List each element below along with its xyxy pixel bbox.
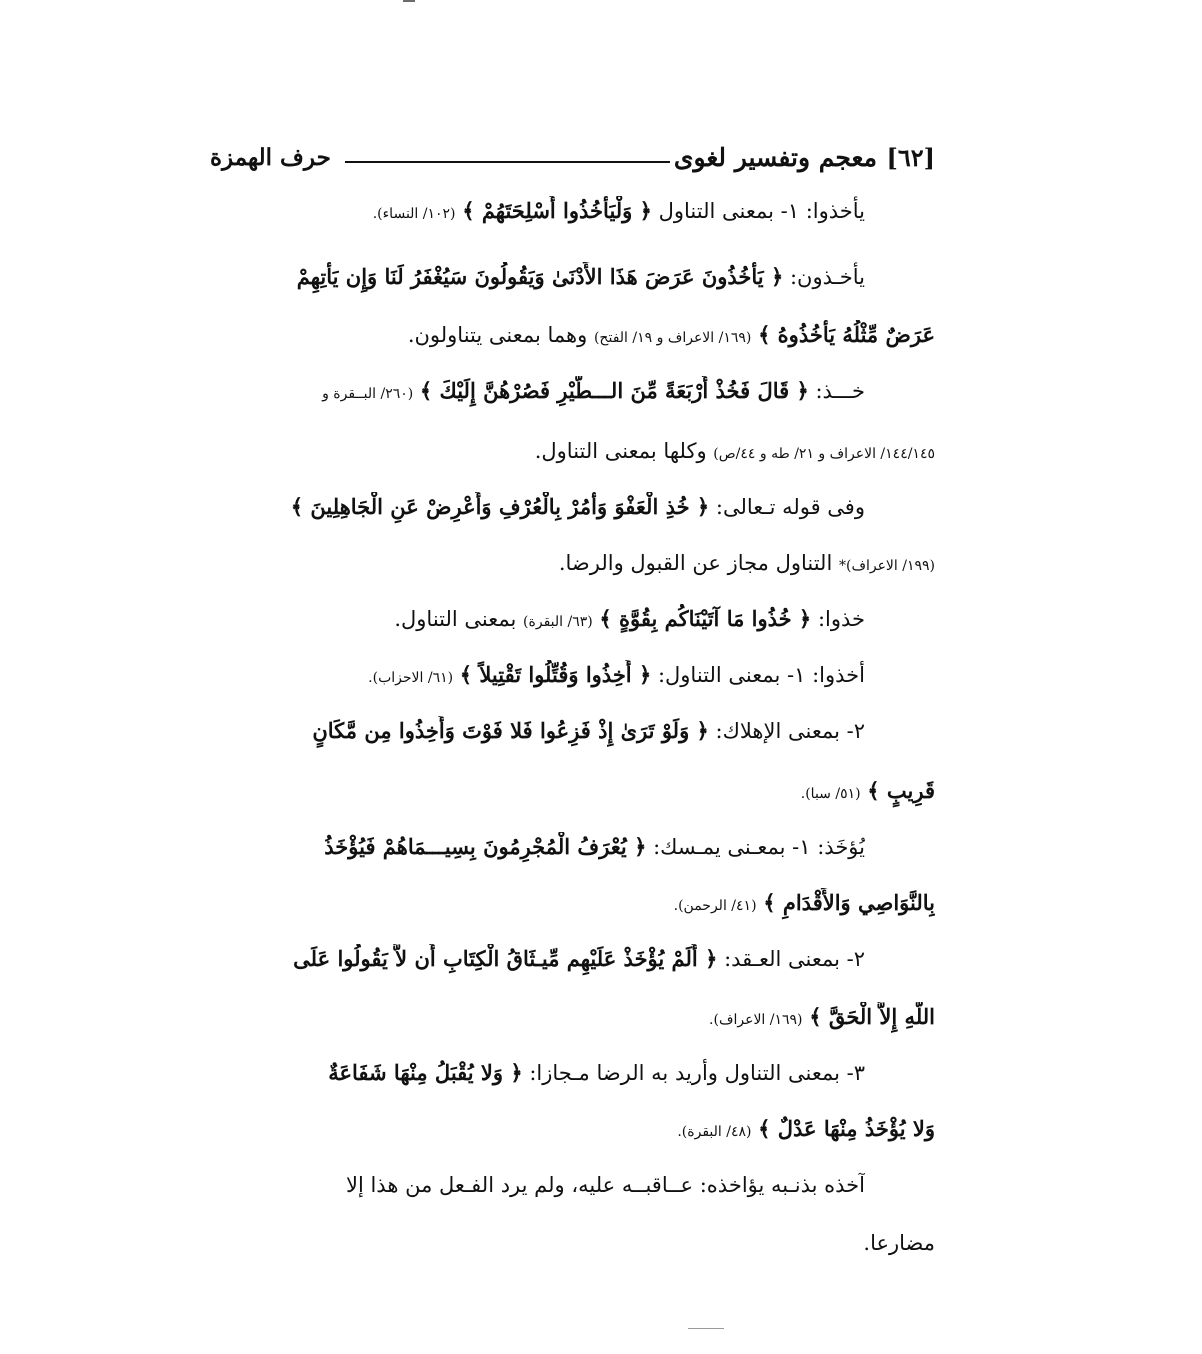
quran-verse: وَلا يُؤْخَذُ مِنْهَا عَدْلٌ ﴾ <box>758 1116 935 1141</box>
entry-line <box>205 492 865 542</box>
scan-mark-top <box>403 0 415 2</box>
entry-line <box>205 1002 935 1052</box>
quran-verse: ﴿ وَلَوْ تَرَىٰ إِذْ فَزِعُوا فَلا فَوْتَ وَأُخِذُوا مِن مَّكَانٍ <box>312 718 709 743</box>
entry-lead: مضارعا. <box>863 1231 935 1255</box>
entry-lead: أخذوا: ١- بمعنى التناول: <box>657 663 865 687</box>
entry-line <box>205 660 865 710</box>
verse-reference: (١٠٢/ النساء). <box>372 206 456 222</box>
running-header <box>210 140 935 180</box>
quran-verse: ﴿ أَلَمْ يُؤْخَذْ عَلَيْهِم مِّيـثَاقُ الْكِتَابِ أَن لاَّ يَقُولُوا عَلَى <box>293 946 718 971</box>
quran-verse: عَرَضٌ مِّثْلُهُ يَأْخُذُوهُ ﴾ <box>758 322 935 347</box>
quran-verse: ﴿ قَالَ فَخُذْ أَرْبَعَةً مِّنَ الـــطَّيْرِ فَصُرْهُنَّ إِلَيْكَ ﴾ <box>419 378 809 403</box>
quran-verse: قَرِيبٍ ﴾ <box>867 778 935 803</box>
verse-reference: (٤٨/ البقرة). <box>677 1124 752 1140</box>
quran-verse: ﴿ وَلا يُقْبَلُ مِنْهَا شَفَاعَةٌ <box>328 1060 523 1085</box>
verse-reference: (٦١/ الاحزاب). <box>368 670 454 686</box>
entry-lead: خذوا: <box>817 607 865 631</box>
entry-line <box>205 436 935 486</box>
entry-line <box>205 776 935 826</box>
entry-line <box>205 604 865 654</box>
verse-reference: (٥١/ سبا). <box>800 786 861 802</box>
entry-lead: وفى قوله تـعالى: <box>715 495 865 519</box>
entry-line <box>205 376 865 426</box>
verse-reference: (١٩٩/ الاعراف)* <box>838 558 935 574</box>
entry-tail: وهما بمعنى يتناولون. <box>407 323 588 347</box>
quran-verse: ﴿ وَلْيَأْخُذُوا أَسْلِحَتَهُمْ ﴾ <box>462 198 652 223</box>
entry-line <box>205 196 865 246</box>
entry-lead: ٣- بمعنى التناول وأريد به الرضا مـجازا: <box>529 1061 865 1085</box>
verse-reference: (١٦٩/ الاعراف). <box>709 1012 803 1028</box>
entry-tail: التناول مجاز عن القبول والرضا. <box>558 551 833 575</box>
quran-verse: ﴿ خُذِ الْعَفْوَ وَأْمُرْ بِالْعُرْفِ وَأَعْرِضْ عَنِ الْجَاهِلِينَ ﴾ <box>290 494 710 519</box>
quran-verse: بِالنَّوَاصِي وَالأَقْدَامِ ﴾ <box>763 890 935 915</box>
verse-reference: (٢٦٠/ البــقرة و <box>322 386 414 402</box>
entry-lead: آخذه بذنـبه يؤاخذه: عــاقبــه عليه، ولم يرد الفـعل من هذا إلا <box>345 1173 865 1197</box>
quran-verse: ﴿ خُذُوا مَا آتَيْنَاكُم بِقُوَّةٍ ﴾ <box>599 606 812 631</box>
entry-lead: ٢- بمعنى العـقد: <box>724 947 865 971</box>
entry-lead: يأخـذون: <box>789 265 865 289</box>
entry-line <box>205 716 865 766</box>
entry-line <box>205 1170 865 1220</box>
entry-line <box>205 888 935 938</box>
entry-tail: بمعنى التناول. <box>394 607 517 631</box>
entry-line <box>205 262 865 312</box>
entry-line <box>205 548 935 598</box>
entry-line <box>205 1058 865 1108</box>
entry-lead: يُؤخَذ: ١- بمعـنى يمـسك: <box>653 835 865 859</box>
quran-verse: اللَّهِ إِلاَّ الْحَقَّ ﴾ <box>809 1004 935 1029</box>
verse-reference: (٤١/ الرحمن). <box>673 898 757 914</box>
verse-reference: ١٤٤/١٤٥/ الاعراف و ٢١/ طه و ٤٤/ص) <box>713 446 935 462</box>
entry-line <box>205 320 935 370</box>
quran-verse: ﴿ أُخِذُوا وَقُتِّلُوا تَقْتِيلاً ﴾ <box>459 662 652 687</box>
page-footer-mark <box>688 1328 724 1329</box>
verse-reference: (١٦٩/ الاعراف و ١٩/ الفتح) <box>593 330 752 346</box>
section-title: حرف الهمزة <box>210 144 331 171</box>
page-number: [٦٢] <box>886 143 935 172</box>
entry-lead: خـــذ: <box>815 379 865 403</box>
entry-lead: ٢- بمعنى الإهلاك: <box>715 719 865 743</box>
entry-line <box>205 944 865 994</box>
entry-line <box>205 1228 935 1278</box>
entry-tail: وكلها بمعنى التناول. <box>534 439 707 463</box>
quran-verse: ﴿ يُعْرَفُ الْمُجْرِمُونَ بِسِيـــمَاهُمْ فَيُؤْخَذُ <box>324 834 647 859</box>
verse-reference: (٦٣/ البقرة) <box>523 614 593 630</box>
quran-verse: ﴿ يَأْخُذُونَ عَرَضَ هَذَا الأَدْنَىٰ وَيَقُولُونَ سَيُغْفَرُ لَنَا وَإِن يَأْتِهِمْ <box>296 264 784 289</box>
book-title: معجم وتفسير لغوى <box>673 143 877 172</box>
entry-line <box>205 832 865 882</box>
entry-lead: يأخذوا: ١- بمعنى التناول <box>658 199 865 223</box>
entry-line <box>205 1114 935 1164</box>
header-rule <box>345 161 670 163</box>
